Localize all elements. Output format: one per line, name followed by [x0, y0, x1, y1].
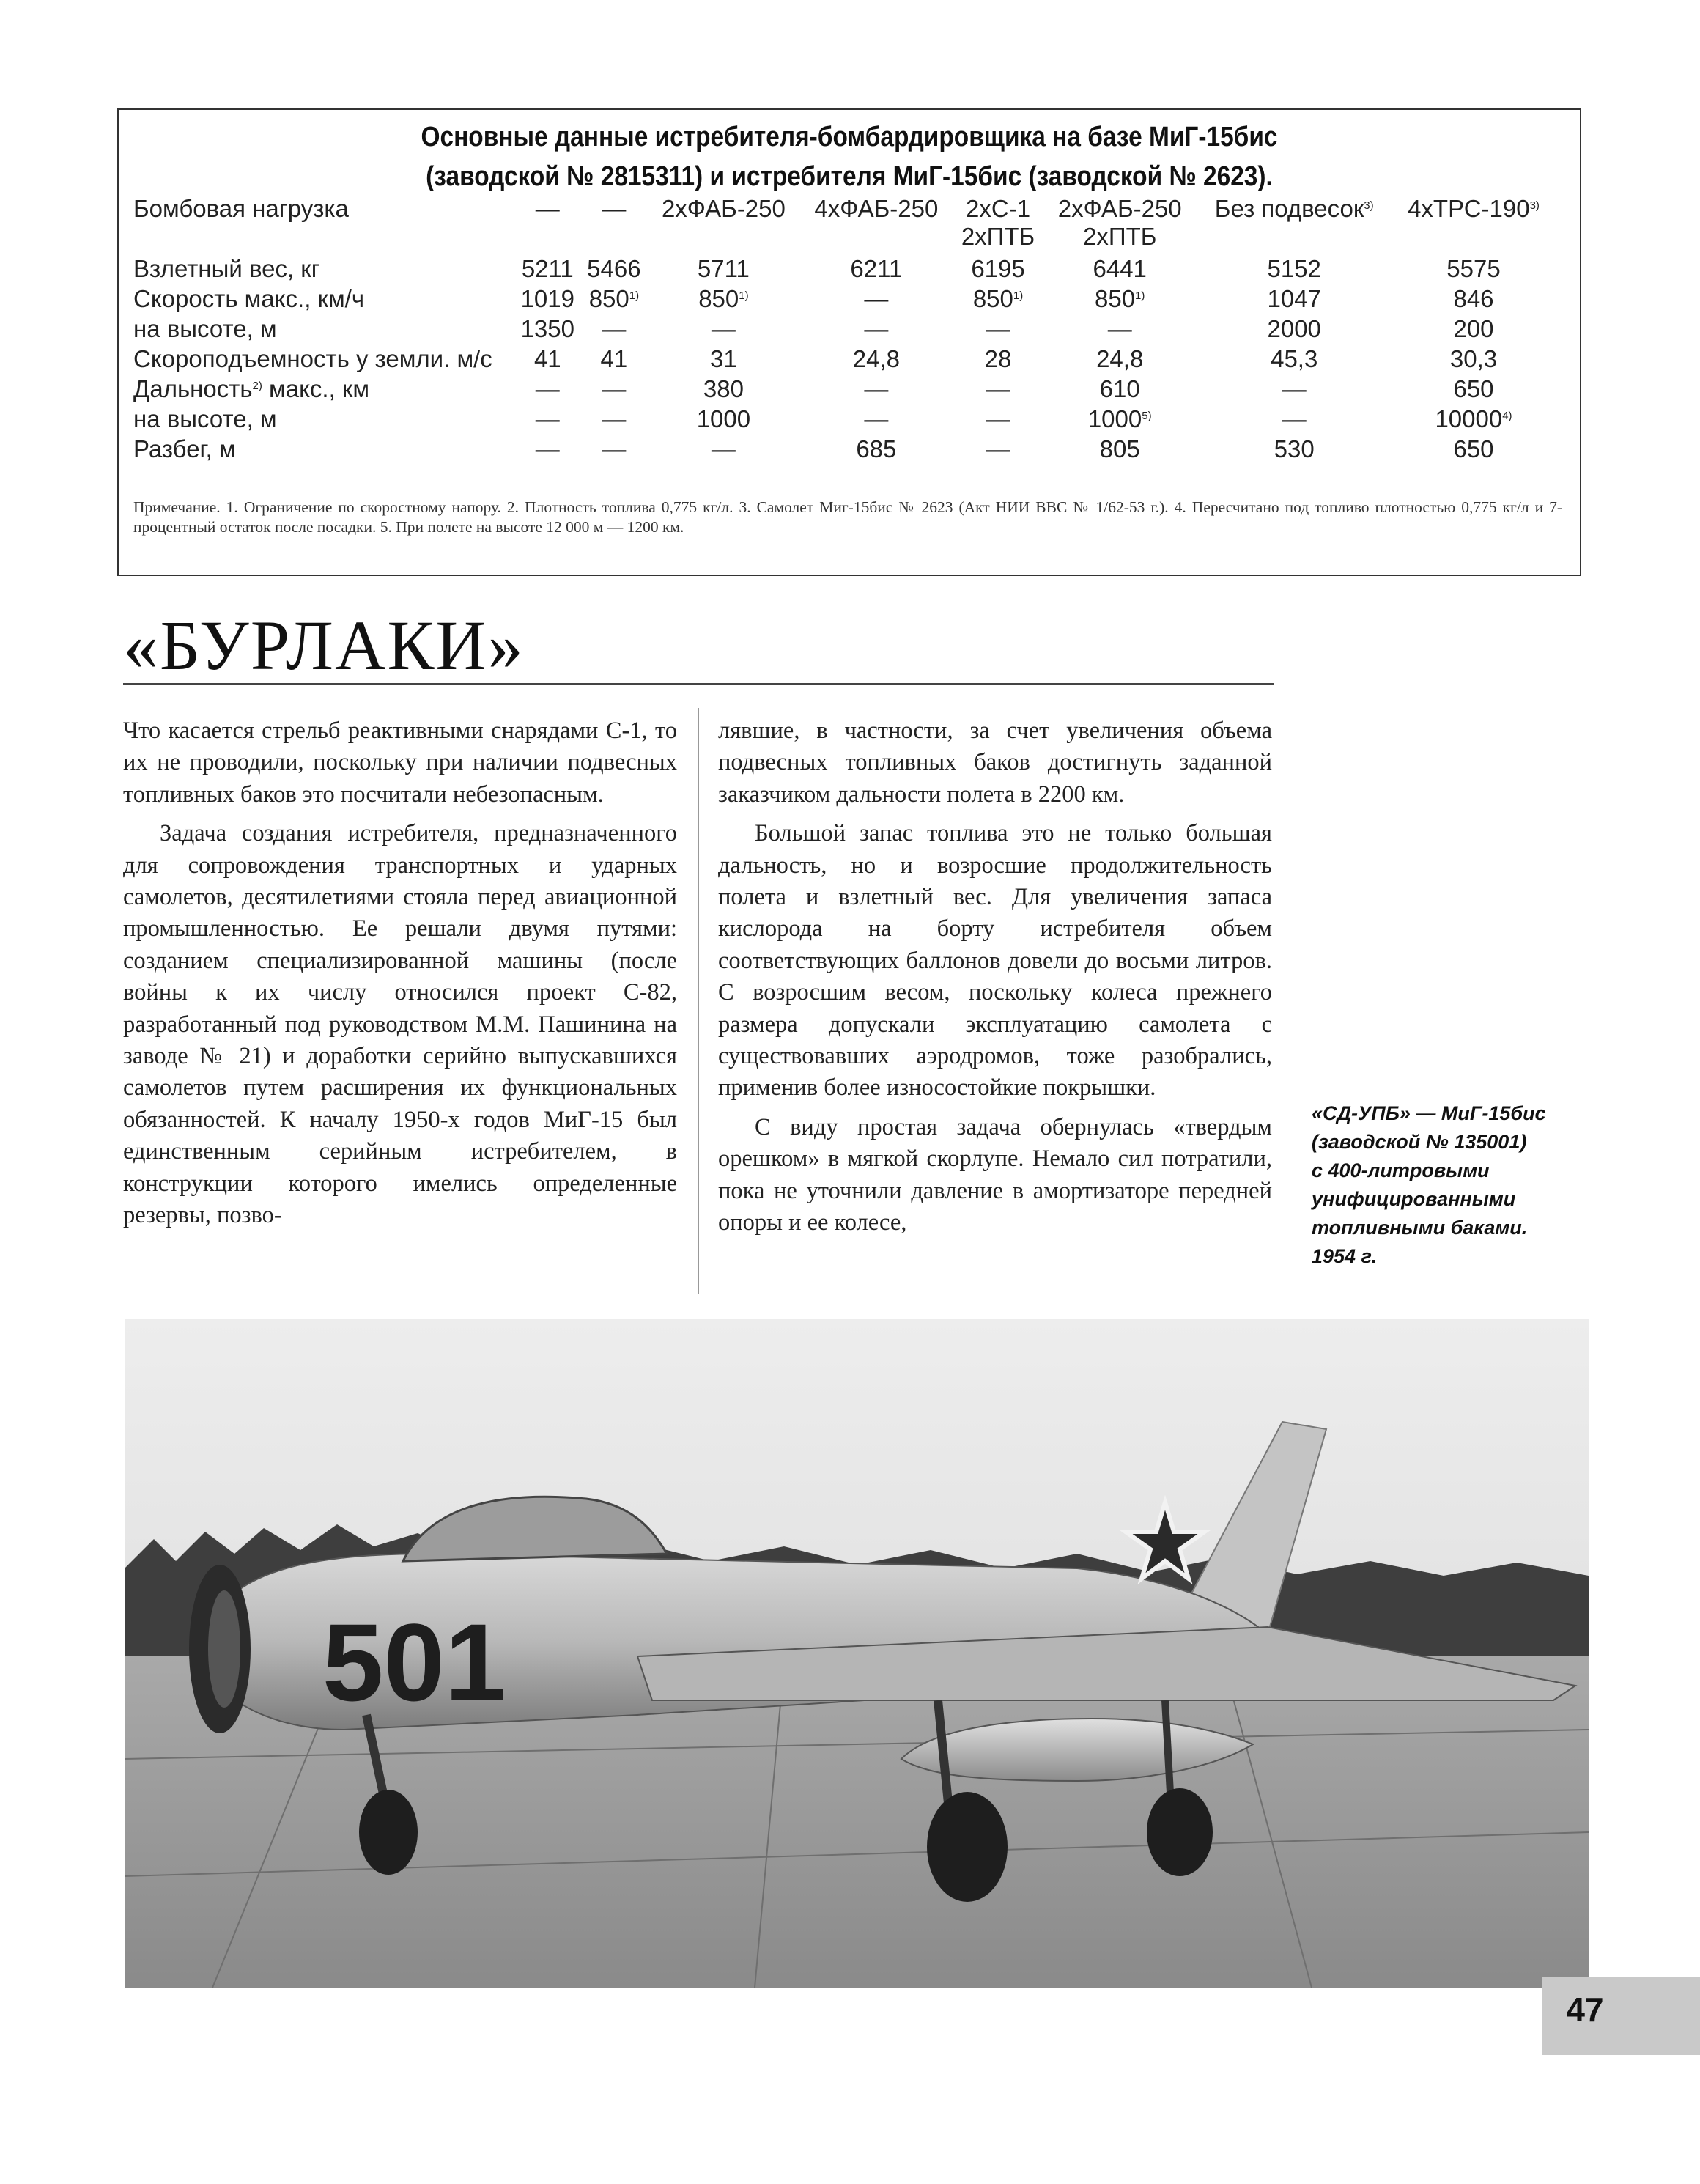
cell-text: 1000	[1087, 405, 1142, 432]
paragraph: Что касается стрельб реактивными снарядами С-1, то их не проводили, поскольку при наличии подвесных топливных баков это посчитали небезопасным.	[123, 717, 677, 808]
table-cell-with-note	[1043, 404, 1196, 434]
cell-text: 4хТРС-190	[1408, 195, 1530, 222]
table-cell: 5575	[1446, 255, 1501, 282]
table-row-takeoff-run	[133, 434, 1555, 464]
table-cell: 5152	[1267, 255, 1321, 282]
table-cell: 4хФАБ-250	[814, 195, 939, 222]
aircraft-photo	[125, 1319, 1589, 1988]
table-cell: 2000	[1267, 315, 1321, 342]
specs-table	[133, 195, 1555, 464]
table-cell: —	[535, 405, 560, 432]
table-cell: 45,3	[1271, 345, 1318, 372]
table-cell: 2хС-1 2хПТБ	[961, 195, 1035, 250]
table-cell: —	[986, 375, 1010, 402]
footnote-mark: 5)	[1142, 410, 1152, 422]
table-cell: —	[986, 315, 1010, 342]
row-label: Взлетный вес, кг	[133, 255, 320, 282]
table-cell: 650	[1453, 435, 1494, 462]
table-cell: —	[711, 315, 736, 342]
table-cell-with-note	[581, 284, 648, 314]
table-cell: 6195	[971, 255, 1025, 282]
table-cell: —	[602, 195, 627, 222]
paragraph: Задача создания истребителя, предназначенного для сопровождения транспортных и ударных самолетов, десятилетиями стояла перед авиационной промышленностью. Ее решали двумя путями: созданием специализированной машины (после войны к их числу относился проект С-82, разработанный под руководством М.М. Пашинина на заводе № 21) и доработки серийно выпускавшихся самолетов путем расширения их функциональных обязанностей. К началу 1950-х годов МиГ-15 был единственным серийным истребителем, в конструкции которого имелись определенные резервы, позво-	[123, 820, 677, 1229]
table-cell: —	[535, 435, 560, 462]
cell-text: 850	[1094, 285, 1136, 312]
cell-text: 850	[972, 285, 1013, 312]
paragraph: лявшие, в частности, за счет увеличения объема подвесных топливных баков достигнуть заданной заказчиком дальности полета в 2200 км.	[718, 717, 1272, 808]
table-cell: 30,3	[1449, 345, 1498, 372]
table-row-altitude-speed	[133, 314, 1555, 344]
cell-text: Без подвесок	[1214, 195, 1364, 222]
table-cell: —	[535, 195, 560, 222]
table-cell: 24,8	[1096, 345, 1144, 372]
table-cell-with-note	[1392, 404, 1555, 434]
table-title-line-2: (заводской № 2815311) и истребителя МиГ-15бис (заводской № 2623).	[426, 161, 1273, 192]
table-title	[207, 117, 1493, 196]
table-cell-with-note	[1043, 284, 1196, 314]
table-cell: —	[864, 375, 889, 402]
table-cell: —	[1282, 375, 1307, 402]
page-number: 47	[1566, 1991, 1604, 2029]
table-footnote: Примечание. 1. Ограничение по скоростному напору. 2. Плотность топлива 0,775 кг/л. 3. Самолет Миг-15бис № 2623 (Акт НИИ ВВС № 1/62-53 г.). 4. Пересчитано под топливо плотностью 0,775 кг/л и 7-процентный остаток после посадки. 5. При полете на высоте 12 000 м — 1200 км.	[133, 490, 1562, 537]
paragraph: С виду простая задача обернулась «твердым орешком» в мягкой скорлупе. Немало сил потратили, пока не уточнили давление в амортизаторе передней опоры и ее колесе,	[718, 1113, 1272, 1236]
paragraph: Большой запас топлива это не только большая дальность, но и возросшие продолжительность полета и взлетный вес. Для увеличения запаса кислорода на борту истребителя объем соответствующих баллонов довели до восьми литров. С возросшим весом, поскольку колеса прежнего размера допускали эксплуатацию самолета с существовавших аэродромов, тоже разобрались, применив более износостойкие покрышки.	[718, 820, 1272, 1102]
table-cell-with-note	[1392, 195, 1555, 254]
table-cell: 1350	[520, 315, 574, 342]
table-title-line-1: Основные данные истребителя-бомбардировщика на базе МиГ-15бис	[421, 122, 1278, 152]
table-cell: —	[602, 375, 627, 402]
table-cell: 41	[533, 345, 561, 372]
table-row-altitude-range	[133, 404, 1555, 434]
footnote-mark: 3)	[1364, 199, 1374, 212]
cell-text: 850	[698, 285, 739, 312]
aircraft-photo-illustration	[125, 1319, 1589, 1988]
table-cell: —	[986, 435, 1010, 462]
table-cell: 530	[1274, 435, 1315, 462]
row-label-text: Дальность	[133, 375, 253, 402]
table-cell: 1019	[520, 285, 574, 312]
table-row-max-speed	[133, 284, 1555, 314]
footnote-mark: 1)	[739, 289, 749, 302]
footnote-mark: 2)	[252, 380, 262, 392]
table-cell: —	[1107, 315, 1132, 342]
table-cell: 2хФАБ-250	[661, 195, 786, 222]
table-cell: 2хФАБ-250 2хПТБ	[1057, 195, 1182, 250]
headline-divider	[123, 683, 1274, 685]
table-cell: 5211	[521, 255, 574, 282]
article-headline: «БУРЛАКИ»	[123, 606, 525, 685]
table-cell: —	[711, 435, 736, 462]
caption-line: (заводской № 135001)	[1312, 1131, 1527, 1153]
table-cell: —	[535, 375, 560, 402]
row-label	[133, 374, 514, 404]
row-label: Разбег, м	[133, 435, 236, 462]
footnote-mark: 3)	[1529, 199, 1540, 212]
footnote-mark: 1)	[1013, 289, 1024, 302]
footnote-mark: 1)	[1135, 289, 1145, 302]
table-cell: 6441	[1093, 255, 1147, 282]
table-cell: 24,8	[852, 345, 900, 372]
table-row-range	[133, 374, 1555, 404]
aircraft-number: 501	[322, 1601, 506, 1724]
table-row-bomb-load	[133, 195, 1555, 254]
caption-line: «СД-УПБ» — МиГ-15бис	[1312, 1102, 1546, 1124]
row-label: Бомбовая нагрузка	[133, 195, 349, 222]
row-label: на высоте, м	[133, 405, 277, 432]
caption-line: 1954 г.	[1312, 1245, 1378, 1267]
column-divider	[698, 708, 699, 1294]
article-column-2	[718, 715, 1272, 1239]
table-cell: 380	[703, 375, 744, 402]
table-cell: 650	[1453, 375, 1494, 402]
table-row-takeoff-weight	[133, 254, 1555, 284]
table-cell-with-note	[647, 284, 799, 314]
cell-text: 850	[588, 285, 629, 312]
table-cell: 1000	[696, 405, 751, 432]
table-cell: 805	[1099, 435, 1140, 462]
table-cell-with-note	[953, 284, 1043, 314]
table-cell: 200	[1453, 315, 1494, 342]
article-column-1	[123, 715, 677, 1232]
row-label: Скорость макс., км/ч	[133, 285, 365, 312]
table-cell: —	[602, 315, 627, 342]
footnote-mark: 1)	[629, 289, 640, 302]
row-label: на высоте, м	[133, 315, 277, 342]
table-cell: —	[602, 405, 627, 432]
table-row-climb-rate	[133, 344, 1555, 374]
table-cell: 5466	[587, 255, 641, 282]
table-cell: —	[986, 405, 1010, 432]
table-cell: 31	[710, 345, 737, 372]
caption-line: унифицированными	[1312, 1188, 1516, 1210]
table-cell: —	[864, 405, 889, 432]
table-cell: —	[602, 435, 627, 462]
cell-text: 10000	[1435, 405, 1503, 432]
photo-caption	[1312, 1099, 1561, 1271]
caption-line: с 400-литровыми	[1312, 1159, 1490, 1181]
specs-table-box	[117, 108, 1581, 576]
caption-line: топливными баками.	[1312, 1217, 1528, 1239]
table-cell: 41	[600, 345, 628, 372]
row-label: Скороподъемность у земли. м/с	[133, 345, 492, 372]
footnote-mark: 4)	[1502, 410, 1512, 422]
table-cell: —	[864, 285, 889, 312]
table-cell: 685	[856, 435, 897, 462]
table-cell: —	[864, 315, 889, 342]
row-label-suffix: макс., км	[262, 375, 370, 402]
table-cell: 5711	[697, 255, 750, 282]
table-cell: 28	[984, 345, 1012, 372]
table-cell: —	[1282, 405, 1307, 432]
table-cell: 1047	[1267, 285, 1321, 312]
table-cell: 846	[1453, 285, 1494, 312]
table-cell: 610	[1099, 375, 1140, 402]
table-cell-with-note	[1196, 195, 1392, 254]
table-cell: 6211	[850, 255, 903, 282]
